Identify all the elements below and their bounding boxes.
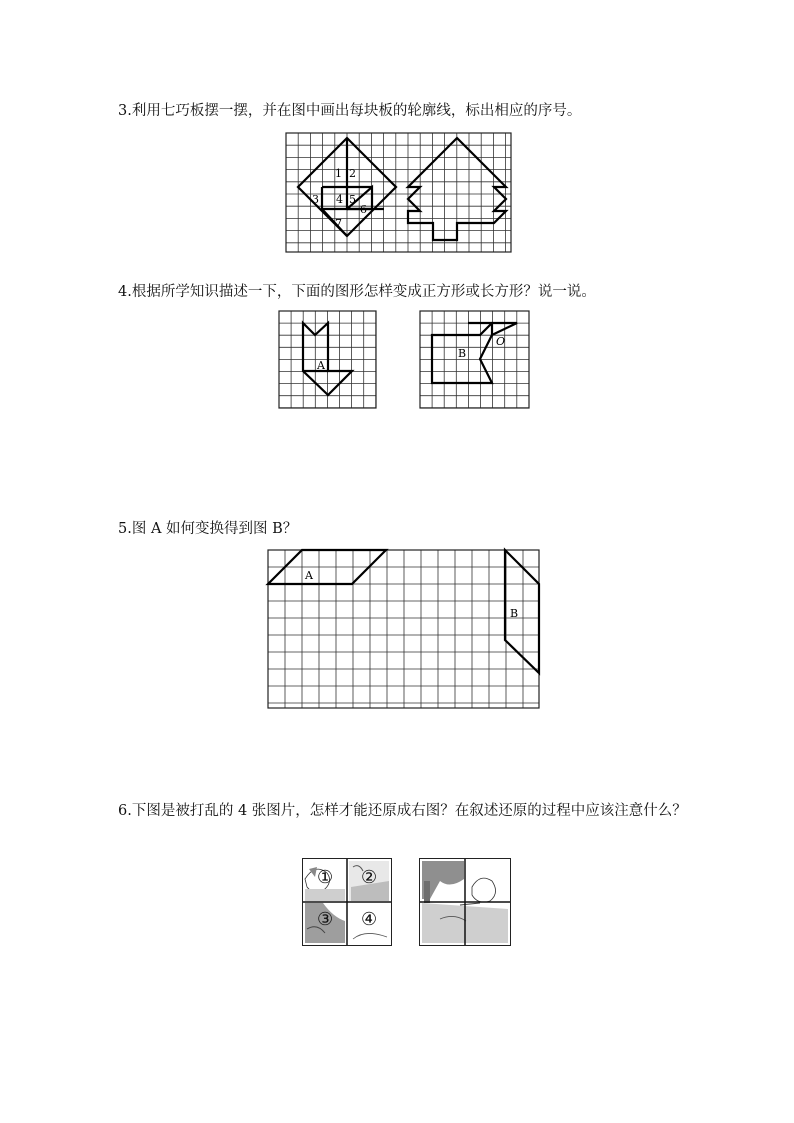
- tangram-label-2: 2: [349, 167, 356, 180]
- question-6-text: 6.下图是被打乱的 4 张图片，怎样才能还原成右图？在叙述还原的过程中应该注意什么？: [118, 803, 687, 819]
- figure-b-grid: [420, 311, 530, 409]
- tangram-grid-figure: [286, 133, 512, 253]
- tangram-label-5: 5: [349, 193, 356, 206]
- question-3-text: 3.利用七巧板摆一摆，并在图中画出每块板的轮廓线，标出相应的序号。: [118, 103, 582, 119]
- figure-b-shape: [432, 323, 517, 383]
- piece-4-label: ④: [361, 909, 378, 930]
- scrambled-pictures: [302, 858, 392, 946]
- tangram-label-1: 1: [335, 167, 342, 180]
- tangram-label-6: 6: [360, 203, 367, 216]
- question-4-text: 4.根据所学知识描述一下，下面的图形怎样变成正方形或长方形？说一说。: [118, 284, 596, 300]
- rotation-center-label: O: [496, 335, 506, 348]
- figure-5a-label: A: [305, 569, 313, 582]
- figure-b-label: B: [458, 347, 467, 360]
- question-5-text: 5.图 A 如何变换得到图 B？: [118, 521, 298, 537]
- piece-1-label: ①: [317, 867, 334, 888]
- figure-5b-label: B: [510, 607, 519, 620]
- tangram-label-4: 4: [336, 193, 343, 206]
- figure-b-flag-line: [468, 323, 492, 335]
- restored-picture: [419, 858, 511, 946]
- transform-grid-figure: [268, 550, 540, 709]
- tangram-label-7: 7: [335, 217, 342, 230]
- figure-a-label: A: [317, 359, 325, 372]
- tangram-label-3: 3: [312, 193, 319, 206]
- piece-2-label: ②: [361, 867, 378, 888]
- piece-3-label: ③: [317, 909, 334, 930]
- figure-a-grid: [279, 311, 377, 409]
